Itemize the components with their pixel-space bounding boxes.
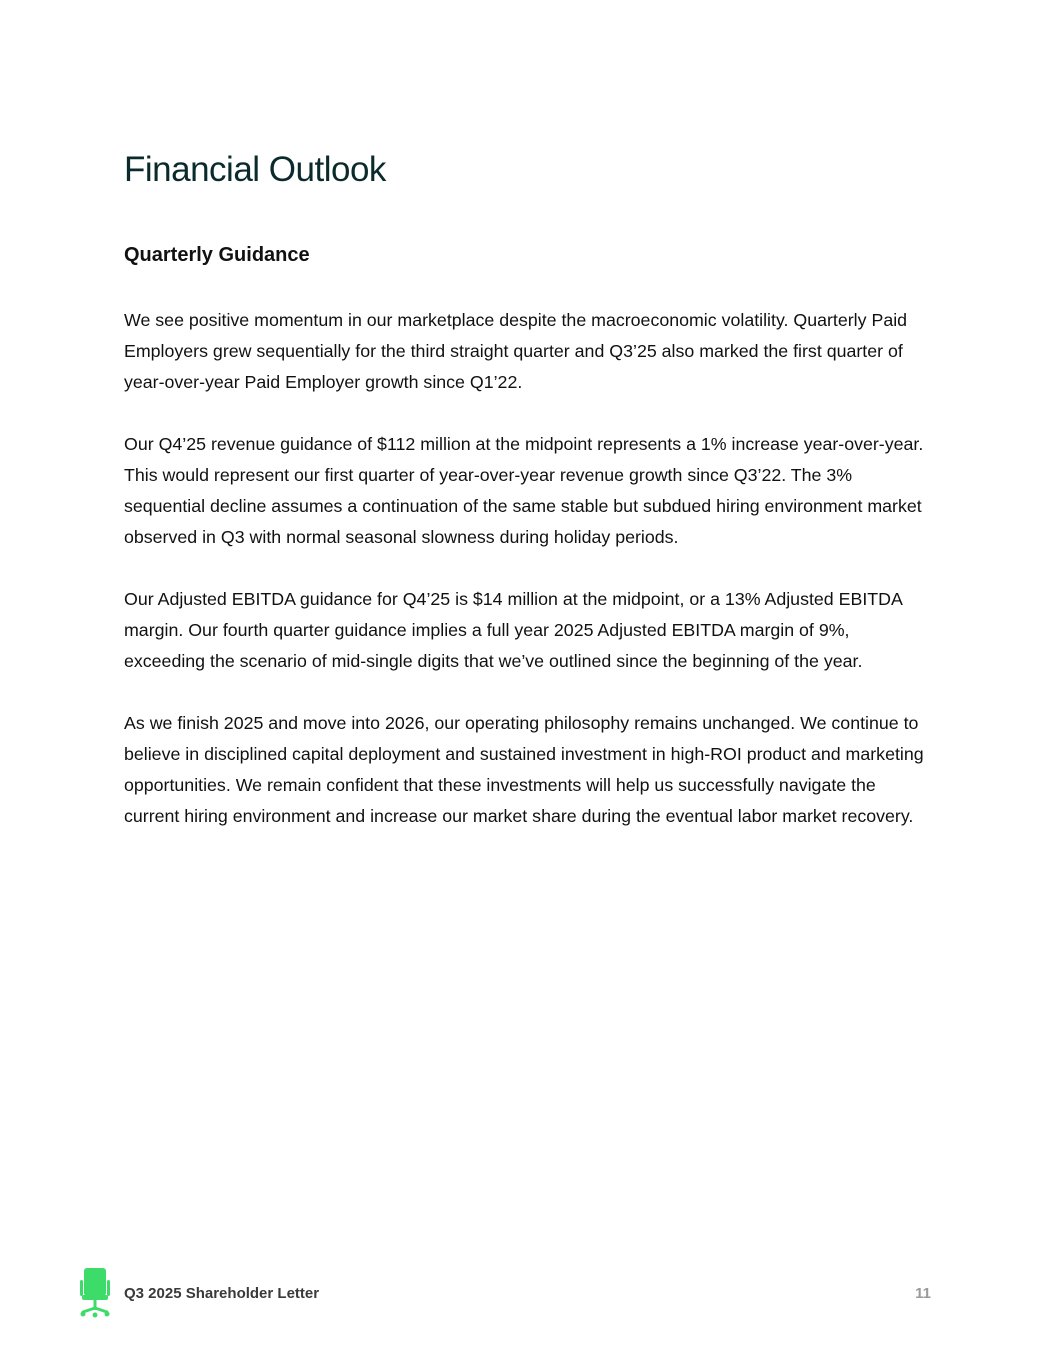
paragraph: As we finish 2025 and move into 2026, our operating philosophy remains unchanged. We continue to believe in disciplined capital deployment and sustained investment in high-ROI product and marketing opportunities. We remain confident that these investments will help us successfully navigate the current hiring environment and increase our market share during the eventual labor market recovery. [124, 713, 924, 826]
paragraph: Our Q4’25 revenue guidance of $112 million at the midpoint represents a 1% increase year-over-year. This would represent our first quarter of year-over-year revenue growth since Q3’22. The 3% sequential decline assumes a continuation of the same stable but subdued hiring environment market observed in Q3 with normal seasonal slowness during holiday periods. [124, 434, 924, 547]
page-title: Financial Outlook [124, 150, 386, 189]
body-text [124, 305, 932, 863]
page-number: 11 [915, 1285, 931, 1302]
footer-label: Q3 2025 Shareholder Letter [124, 1285, 320, 1302]
page-footer [0, 1266, 1055, 1318]
paragraph: Our Adjusted EBITDA guidance for Q4’25 is $14 million at the midpoint, or a 13% Adjusted EBITDA margin. Our fourth quarter guidance implies a full year 2025 Adjusted EBITDA margin of 9%, exceeding the scenario of mid-single digits that we’ve outlined since the beginning of the year. [124, 589, 902, 671]
section-heading: Quarterly Guidance [124, 244, 310, 266]
paragraph: We see positive momentum in our marketplace despite the macroeconomic volatility. Quarterly Paid Employers grew sequentially for the third straight quarter and Q3’25 also marked the first quarter of year-over-year Paid Employer growth since Q1’22. [124, 310, 908, 392]
office-chair-icon [80, 1266, 110, 1318]
